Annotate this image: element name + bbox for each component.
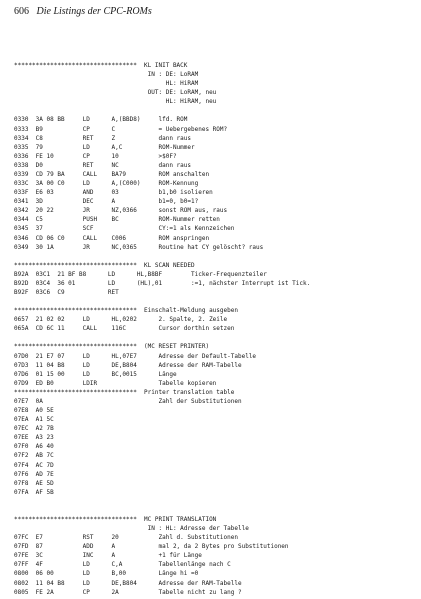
code-line: 0346 CD 06 C0 CALL C006 ROM anspringen — [14, 234, 210, 242]
code-line: 07F4 AC 7D — [14, 461, 54, 469]
code-line: 033F E6 03 AND 03 b1,b0 isolieren — [14, 189, 213, 197]
code-line: 07FA AF 5B — [14, 488, 54, 496]
code-line: IN : HL: Adresse der Tabelle — [14, 525, 249, 533]
code-line: 0341 3D DEC A b1=0, b0=1? — [14, 198, 199, 206]
code-line: 033C 3A 00 C0 LD A,(C000) ROM-Kennung — [14, 180, 199, 188]
page-title: Die Listings der CPC-ROMs — [36, 6, 152, 17]
code-line: 065A CD 6C 11 CALL 116C Cursor dorthin setzen — [14, 325, 235, 333]
code-line: 07F6 AD 7E — [14, 470, 54, 478]
code-line: 0338 D0 RET NC dann raus — [14, 161, 192, 169]
code-line: 07D9 ED B0 LDIR Tabelle kopieren — [14, 379, 217, 387]
code-line: 07FC E7 RST 20 Zahl d. Substitutionen — [14, 534, 238, 542]
code-line: 07FE 3C INC A +1 für Länge — [14, 552, 202, 560]
code-line: IN : DE: LoRAM — [14, 71, 199, 79]
code-line: 07EC A2 7B — [14, 425, 54, 433]
code-line: 0349 30 1A JR NC,0365 Routine hat CY gelöscht? raus — [14, 243, 264, 251]
code-line: HL: HiRAM, neu — [14, 98, 217, 106]
code-line: 0342 20 22 JR NZ,0366 sonst ROM aus, raus — [14, 207, 228, 215]
code-line: 0339 CD 79 BA CALL BA79 ROM anschalten — [14, 170, 210, 178]
section-header-line: ********************************** Printer translation table — [14, 388, 235, 396]
code-line: 0333 B9 CP C = Uebergebenes ROM? — [14, 125, 228, 133]
code-line: 07F0 A6 40 — [14, 443, 54, 451]
code-line: 07F2 AB 7C — [14, 452, 54, 460]
page-number: 606 — [14, 6, 29, 17]
section-header-line: ********************************** KL SCAN NEEDED — [14, 261, 195, 269]
section-header-line: ********************************** (MC RESET PRINTER) — [14, 343, 210, 351]
section-header-line: ********************************** Einschalt-Meldung ausgeben — [14, 307, 238, 315]
code-line: 07D6 01 15 00 LD BC,0015 Länge — [14, 370, 177, 378]
code-line: 07FD 87 ADD A mal 2, da 2 Bytes pro Substitutionen — [14, 543, 289, 551]
code-line: 0345 37 SCF CY:=1 als Kennzeichen — [14, 225, 235, 233]
code-line: 0344 C5 PUSH BC ROM-Nummer retten — [14, 216, 220, 224]
code-line: 07FF 4F LD C,A Tabellenlänge nach C — [14, 561, 231, 569]
section-header-line: ********************************** KL INIT BACK — [14, 62, 188, 69]
code-line: 0336 FE 10 CP 10 >$0F? — [14, 152, 177, 160]
code-line: 0805 FE 2A CP 2A Tabelle nicht zu lang ? — [14, 588, 242, 596]
code-line: 07EE A3 23 — [14, 434, 54, 442]
code-line: 07D3 11 04 B8 LD DE,B804 Adresse der RAM-Tabelle — [14, 361, 242, 369]
code-line: OUT: DE: LoRAM, neu — [14, 89, 217, 97]
section-header-line: ********************************** MC PRINT TRANSLATION — [14, 516, 217, 523]
code-line: 0334 C8 RET Z dann raus — [14, 134, 192, 142]
code-line: 0330 3A 08 BB LD A,(BBD8) lfd. ROM — [14, 116, 188, 124]
code-line: 0802 11 04 B8 LD DE,B804 Adresse der RAM-Tabelle — [14, 579, 242, 587]
code-line: 07D0 21 E7 07 LD HL,07E7 Adresse der Default-Tabelle — [14, 352, 257, 360]
code-line: 07F8 AE 5D — [14, 479, 54, 487]
code-line: 07E7 0A Zahl der Substitutionen — [14, 397, 242, 405]
code-line: B92F 03C6 C9 RET — [14, 289, 119, 296]
code-line: B92A 03C1 21 BF B8 LD HL,B8BF Ticker-Frequenzteiler — [14, 270, 267, 278]
code-line: B92D 03C4 36 01 LD (HL),01 :=1, nächster Interrupt ist Tick. — [14, 279, 311, 287]
code-line: 07EA A1 5C — [14, 416, 54, 424]
code-line: 0657 21 02 02 LD HL,0202 2. Spalte, 2. Zeile — [14, 316, 228, 324]
code-line: 07E8 A0 5E — [14, 407, 54, 415]
page-header — [14, 6, 152, 17]
code-line: 0335 79 LD A,C ROM-Nummer — [14, 143, 195, 151]
code-line: HL: HiRAM — [14, 80, 199, 88]
code-line: 0800 06 00 LD B,00 Länge hi =0 — [14, 570, 199, 578]
